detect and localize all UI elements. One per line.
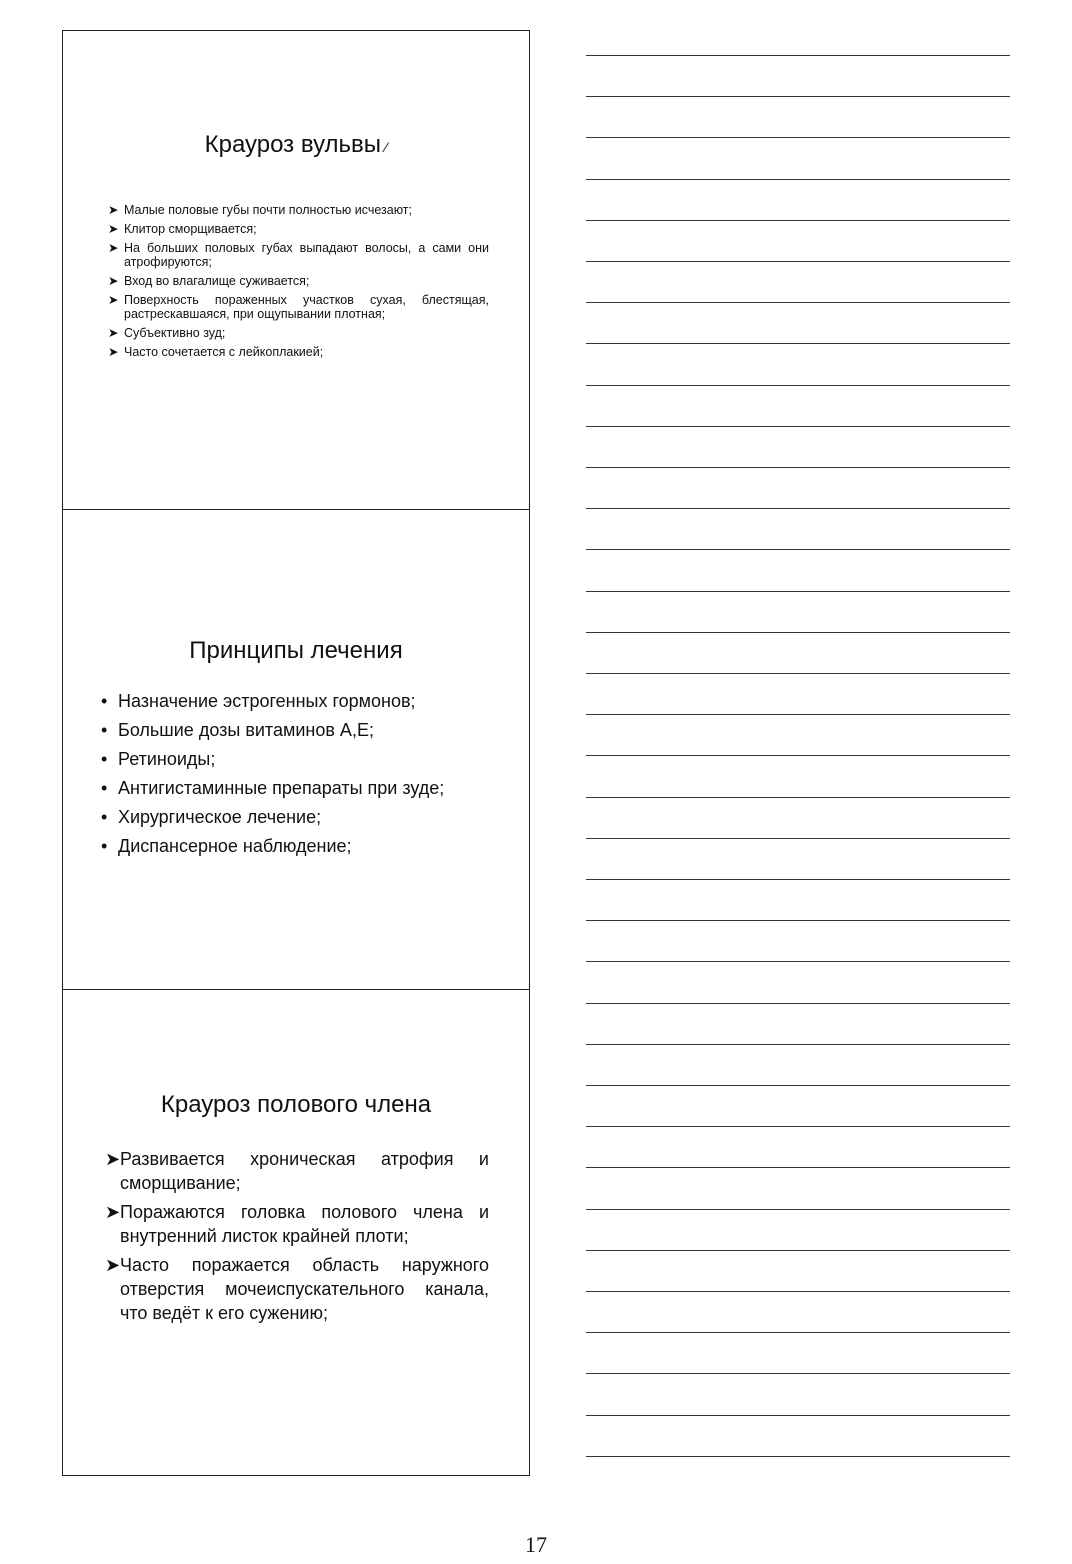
list-item: ➤ Поражаются головка полового члена и внутренний листок крайней плоти;	[105, 1202, 489, 1246]
bullet-list	[105, 1147, 489, 1330]
note-line	[586, 508, 1010, 509]
note-line	[586, 343, 1010, 344]
slide-title: Крауроз вульвы ⁄	[204, 131, 388, 158]
dot-bullet-icon: •	[101, 720, 108, 740]
note-line	[586, 385, 1010, 386]
list-item: ➤ Клитор сморщивается;	[108, 222, 257, 236]
arrow-bullet-icon: ➤	[108, 274, 119, 288]
note-line	[586, 1250, 1010, 1251]
list-item: ➤ Малые половые губы почти полностью исчезают;	[108, 203, 412, 217]
list-item: ➤ Субъективно зуд;	[108, 326, 226, 340]
slide-kraurosis-penis	[63, 989, 529, 1475]
note-line	[586, 1044, 1010, 1045]
slides-frame	[62, 30, 530, 1476]
list-item: ➤ На больших половых губах выпадают волосы, а сами они атрофируются;	[108, 241, 489, 269]
note-line	[586, 55, 1010, 56]
note-line	[586, 961, 1010, 962]
dot-bullet-icon: •	[101, 836, 108, 856]
note-line	[586, 1291, 1010, 1292]
page-number: 17	[525, 1532, 547, 1557]
list-item: ➤ Часто поражается область наружного отверстия мочеиспускательного канала, что ведёт к его сужению;	[105, 1255, 489, 1323]
list-item: • Ретиноиды;	[101, 749, 216, 769]
arrow-bullet-icon: ➤	[108, 326, 119, 340]
arrow-bullet-icon: ➤	[105, 1202, 121, 1222]
note-line	[586, 591, 1010, 592]
note-line	[586, 549, 1010, 550]
arrow-bullet-icon: ➤	[108, 293, 119, 307]
list-item: ➤ Часто сочетается с лейкоплакией;	[108, 345, 324, 359]
slide-kraurosis-vulvae	[63, 31, 529, 510]
list-item: • Хирургическое лечение;	[101, 807, 322, 827]
note-line	[586, 1126, 1010, 1127]
list-item: • Антигистаминные препараты при зуде;	[101, 778, 445, 798]
note-line	[586, 467, 1010, 468]
bullet-list	[101, 689, 499, 863]
stray-mark: ⁄	[385, 139, 388, 155]
note-line	[586, 920, 1010, 921]
arrow-bullet-icon: ➤	[108, 203, 119, 217]
note-line	[586, 1085, 1010, 1086]
note-line	[586, 302, 1010, 303]
note-line	[586, 879, 1010, 880]
note-line	[586, 179, 1010, 180]
note-line	[586, 1415, 1010, 1416]
note-line	[586, 1373, 1010, 1374]
note-line	[586, 1209, 1010, 1210]
arrow-bullet-icon: ➤	[105, 1255, 121, 1275]
list-item: ➤ Поверхность пораженных участков сухая, блестящая, растрескавшаяся, при ощупывании плотная;	[108, 293, 489, 321]
note-line	[586, 714, 1010, 715]
note-line	[586, 1456, 1010, 1457]
list-item: ➤ Развивается хроническая атрофия и сморщивание;	[105, 1149, 489, 1193]
list-item: • Большие дозы витаминов А,Е;	[101, 720, 374, 740]
list-item: • Диспансерное наблюдение;	[101, 836, 352, 856]
note-line	[586, 1332, 1010, 1333]
slide-title: Крауроз полового члена	[160, 1091, 432, 1118]
note-line	[586, 838, 1010, 839]
note-line	[586, 137, 1010, 138]
dot-bullet-icon: •	[101, 807, 108, 827]
arrow-bullet-icon: ➤	[108, 345, 119, 359]
note-line	[586, 220, 1010, 221]
note-line	[586, 96, 1010, 97]
list-item: ➤ Вход во влагалище суживается;	[108, 274, 310, 288]
note-line	[586, 632, 1010, 633]
arrow-bullet-icon: ➤	[108, 222, 119, 236]
list-item: • Назначение эстрогенных гормонов;	[101, 691, 416, 711]
dot-bullet-icon: •	[101, 749, 108, 769]
dot-bullet-icon: •	[101, 778, 108, 798]
dot-bullet-icon: •	[101, 691, 108, 711]
slide-title: Принципы лечения	[189, 637, 403, 664]
note-line	[586, 1003, 1010, 1004]
note-line	[586, 797, 1010, 798]
note-line	[586, 1167, 1010, 1168]
slide-treatment-principles	[63, 509, 529, 990]
notes-lines-area	[586, 0, 1010, 1480]
note-line	[586, 261, 1010, 262]
arrow-bullet-icon: ➤	[108, 241, 119, 255]
arrow-bullet-icon: ➤	[105, 1149, 121, 1169]
note-line	[586, 755, 1010, 756]
note-line	[586, 673, 1010, 674]
note-line	[586, 426, 1010, 427]
bullet-list	[108, 203, 489, 364]
